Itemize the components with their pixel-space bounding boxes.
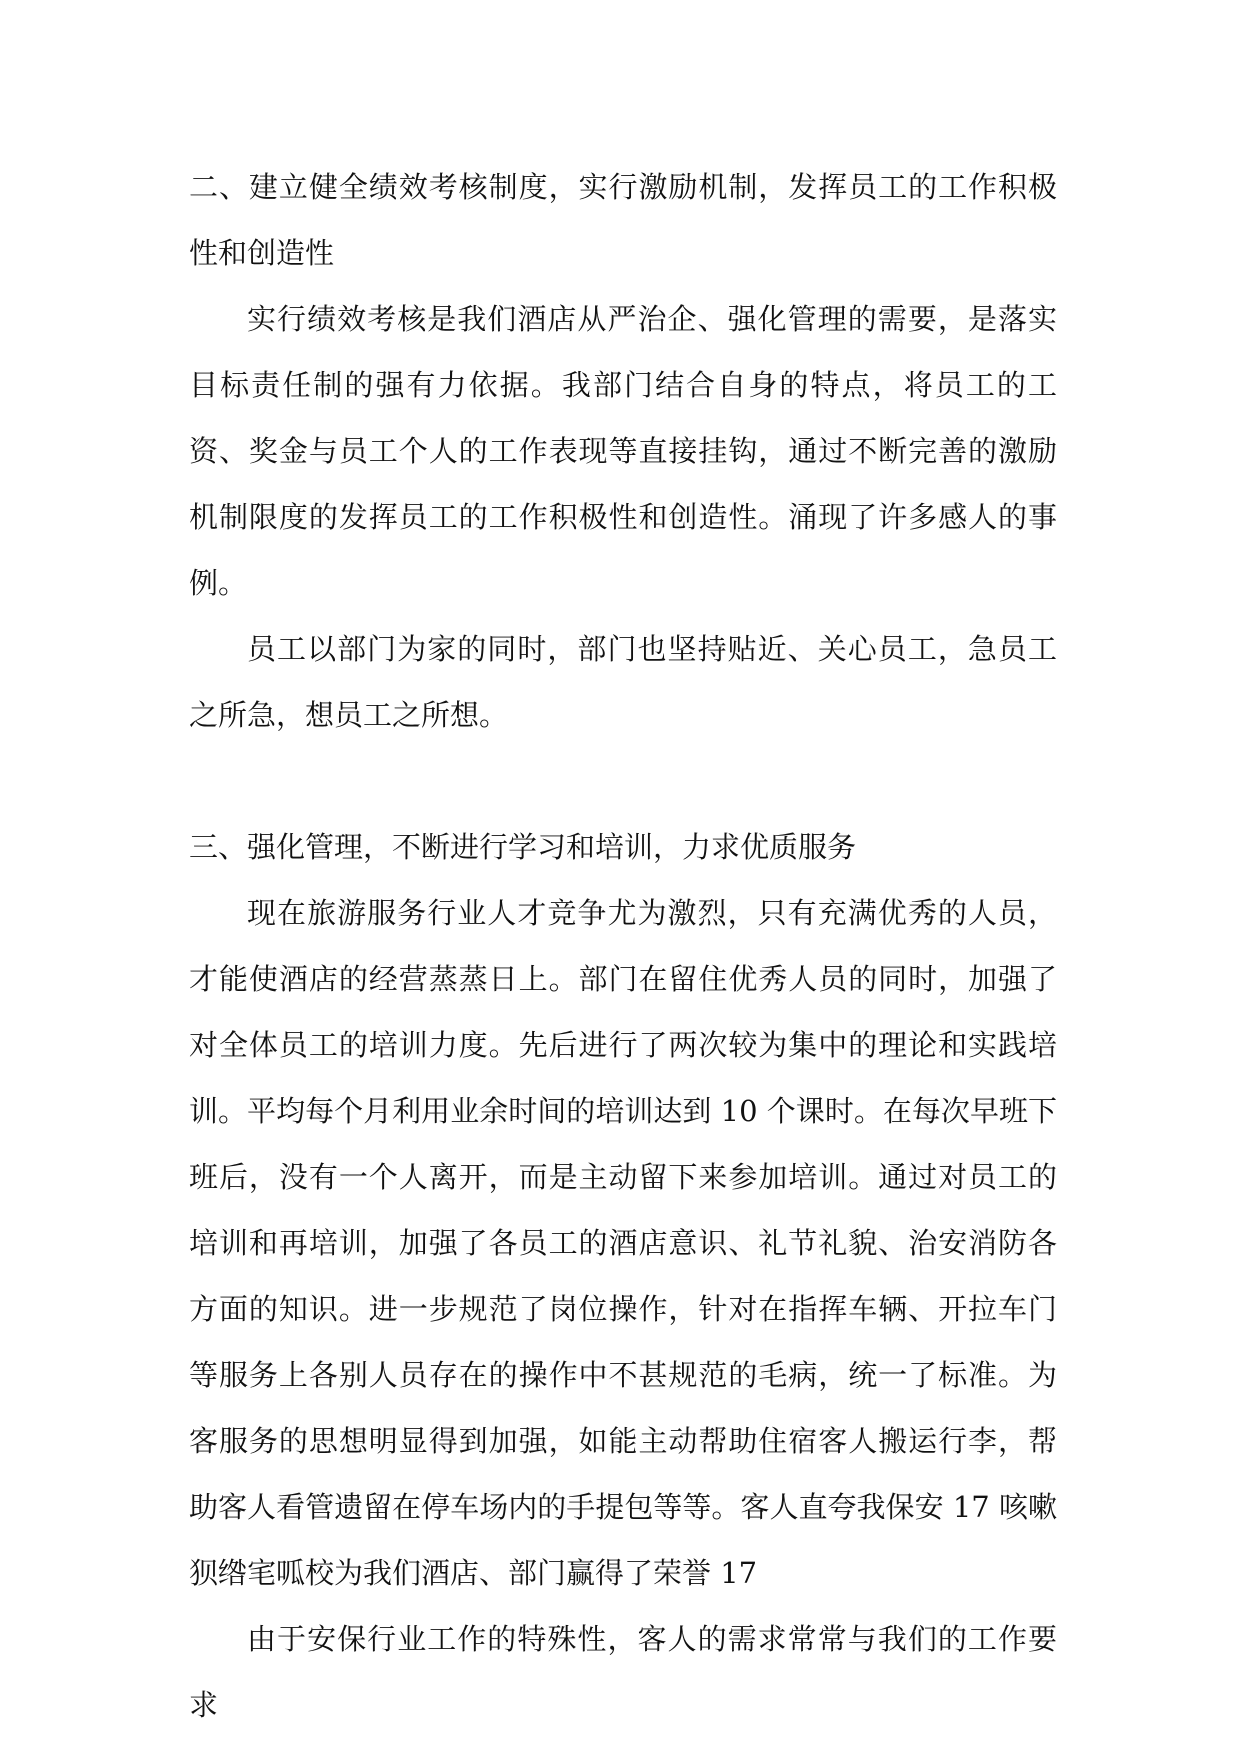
section-2-paragraph-2: 员工以部门为家的同时，部门也坚持贴近、关心员工，急员工之所急，想员工之所想。 (189, 632, 1057, 732)
section-3-heading: 三、强化管理，不断进行学习和培训，力求优质服务 (189, 830, 857, 864)
section-2-heading: 二、建立健全绩效考核制度，实行激励机制，发挥员工的工作积极性和创造性 (189, 170, 1057, 270)
document-body (189, 154, 1057, 1738)
section-spacer (189, 748, 1057, 814)
section-3-paragraph-1: 现在旅游服务行业人才竞争尤为激烈，只有充满优秀的人员，才能使酒店的经营蒸蒸日上。部门在留住优秀人员的同时，加强了对全体员工的培训力度。先后进行了两次较为集中的理论和实践培训。平均每个月利用业余时间的培训达到 10 个课时。在每次早班下班后，没有一个人离开，而是主动留下来参加培训。通过对员工的培训和再培训，加强了各员工的酒店意识、礼节礼貌、治安消防各方面的知识。进一步规范了岗位操作，针对在指挥车辆、开拉车门等服务上各别人员存在的操作中不甚规范的毛病，统一了标准。为客服务的思想明显得到加强，如能主动帮助住宿客人搬运行李，帮助客人看管遗留在停车场内的手提包等等。客人直夸我保安 17 咳嗽狈绺宒呱校为我们酒店、部门赢得了荣誉 17 (189, 896, 1057, 1590)
section-2-paragraph-1: 实行绩效考核是我们酒店从严治企、强化管理的需要，是落实目标责任制的强有力依据。我部门结合自身的特点，将员工的工资、奖金与员工个人的工作表现等直接挂钩，通过不断完善的激励机制限度的发挥员工的工作积极性和创造性。涌现了许多感人的事例。 (189, 302, 1057, 600)
section-3-paragraph-2: 由于安保行业工作的特殊性，客人的需求常常与我们的工作要求 (189, 1622, 1057, 1722)
